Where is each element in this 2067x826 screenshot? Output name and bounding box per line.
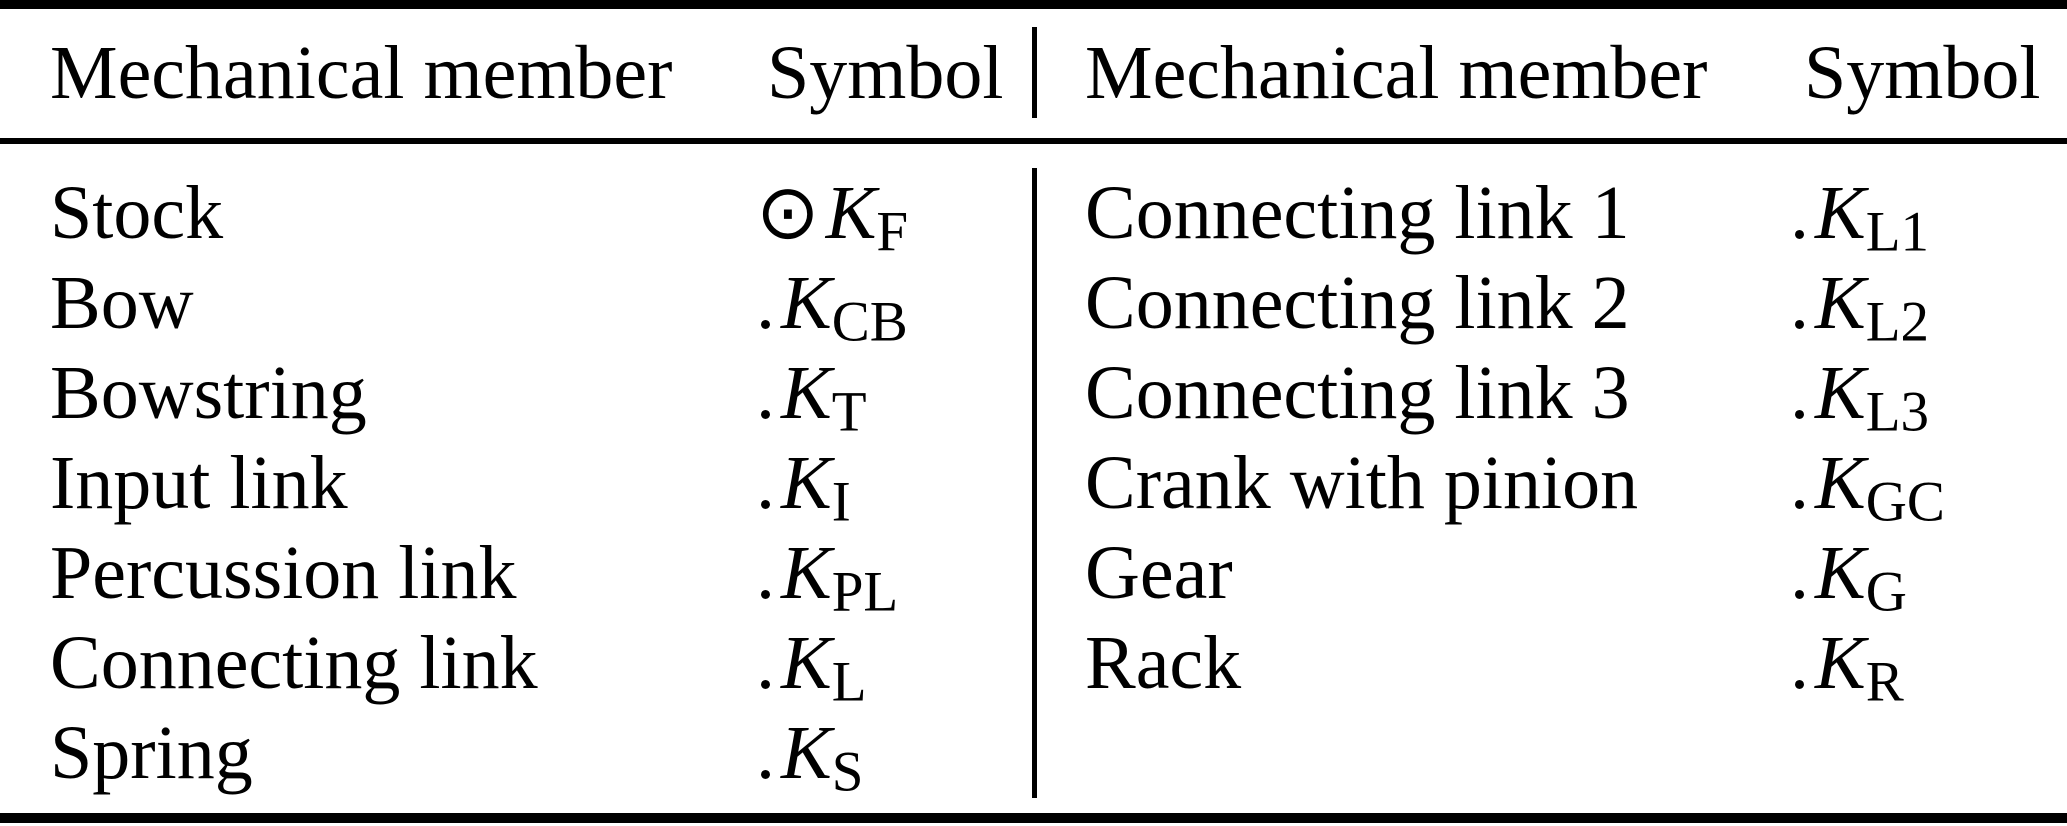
- symbol-cell: [756, 528, 899, 624]
- member-cell: Spring: [50, 711, 253, 795]
- left-table-body: [50, 168, 909, 804]
- symbol-cell: [756, 618, 867, 714]
- left-member-header: Mechanical member: [50, 31, 673, 115]
- symbol-subscript: L3: [1865, 380, 1930, 444]
- symbol-prefix: ⊙: [756, 171, 820, 255]
- member-cell: Crank with pinion: [1085, 441, 1639, 525]
- member-cell: Percussion link: [50, 531, 517, 615]
- symbol-base: K: [781, 531, 832, 615]
- symbol-cell: [756, 708, 864, 804]
- symbol-cell: [756, 168, 909, 264]
- symbol-base: K: [1815, 531, 1866, 615]
- member-cell: Connecting link 1: [1085, 171, 1630, 255]
- symbol-cell: [1790, 348, 1930, 444]
- member-cell: Connecting link 3: [1085, 351, 1630, 435]
- top-rule: [0, 0, 2067, 9]
- symbol-subscript: T: [831, 380, 867, 444]
- symbol-subscript: GC: [1865, 470, 1945, 534]
- table-row: [1085, 348, 1945, 444]
- member-cell: Rack: [1085, 621, 1242, 705]
- header-separator-rule: [0, 138, 2067, 144]
- symbol-base: K: [1815, 171, 1866, 255]
- symbol-subscript: I: [831, 470, 851, 534]
- symbol-subscript: L2: [1865, 290, 1930, 354]
- symbol-base: K: [825, 171, 877, 255]
- table-row: [50, 258, 908, 354]
- symbol-base: K: [1815, 351, 1866, 435]
- left-symbol-header: Symbol: [767, 31, 1004, 115]
- right-symbol-header: Symbol: [1804, 31, 2041, 115]
- table-row: [50, 168, 909, 264]
- symbol-base: K: [1815, 261, 1866, 345]
- symbol-subscript: R: [1865, 650, 1904, 714]
- symbol-base: K: [781, 351, 832, 435]
- symbol-subscript: S: [831, 740, 864, 804]
- symbol-cell: [756, 258, 908, 354]
- symbol-prefix: .: [756, 531, 775, 615]
- table-row: [50, 348, 908, 444]
- member-cell: Connecting link 2: [1085, 261, 1630, 345]
- symbol-base: K: [1815, 441, 1866, 525]
- symbol-prefix: .: [1790, 171, 1809, 255]
- table-row: [1085, 438, 1945, 534]
- symbol-prefix: .: [756, 351, 775, 435]
- symbol-subscript: L: [831, 650, 867, 714]
- symbol-prefix: .: [756, 621, 775, 705]
- symbol-subscript: F: [876, 200, 909, 264]
- table-row: [1085, 618, 1945, 714]
- table-row: [50, 708, 908, 804]
- table-row: [50, 438, 908, 534]
- member-cell: Gear: [1085, 531, 1233, 615]
- symbol-prefix: .: [756, 441, 775, 525]
- symbol-subscript: PL: [831, 560, 899, 624]
- symbol-prefix: .: [1790, 441, 1809, 525]
- symbol-cell: [1790, 618, 1904, 714]
- symbol-prefix: .: [1790, 531, 1809, 615]
- table-row: [50, 618, 908, 714]
- table-row: [1085, 528, 1945, 624]
- right-table-body: [1085, 168, 1945, 714]
- symbol-base: K: [781, 261, 832, 345]
- table-row: [1085, 168, 1945, 264]
- symbol-prefix: .: [1790, 621, 1809, 705]
- column-divider-header: [1032, 27, 1037, 118]
- symbol-cell: [756, 438, 851, 534]
- symbol-base: K: [781, 441, 832, 525]
- symbol-cell: [1790, 438, 1945, 534]
- right-member-header: Mechanical member: [1085, 31, 1708, 115]
- member-cell: Stock: [50, 171, 224, 255]
- symbol-subscript: CB: [831, 290, 908, 354]
- symbol-cell: [1790, 168, 1930, 264]
- symbol-prefix: .: [1790, 261, 1809, 345]
- symbol-cell: [756, 348, 867, 444]
- symbol-prefix: .: [756, 261, 775, 345]
- symbol-cell: [1790, 258, 1930, 354]
- symbol-prefix: .: [756, 711, 775, 795]
- symbol-cell: [1790, 528, 1907, 624]
- member-cell: Input link: [50, 441, 348, 525]
- symbol-subscript: L1: [1865, 200, 1930, 264]
- member-cell: Bowstring: [50, 351, 367, 435]
- member-cell: Connecting link: [50, 621, 538, 705]
- symbol-prefix: .: [1790, 351, 1809, 435]
- symbol-base: K: [781, 711, 832, 795]
- symbol-base: K: [781, 621, 832, 705]
- bottom-rule: [0, 813, 2067, 823]
- table-row: [50, 528, 908, 624]
- member-cell: Bow: [50, 261, 194, 345]
- table-row: [1085, 258, 1945, 354]
- symbol-subscript: G: [1865, 560, 1907, 624]
- column-divider-body: [1032, 168, 1037, 798]
- symbol-base: K: [1815, 621, 1866, 705]
